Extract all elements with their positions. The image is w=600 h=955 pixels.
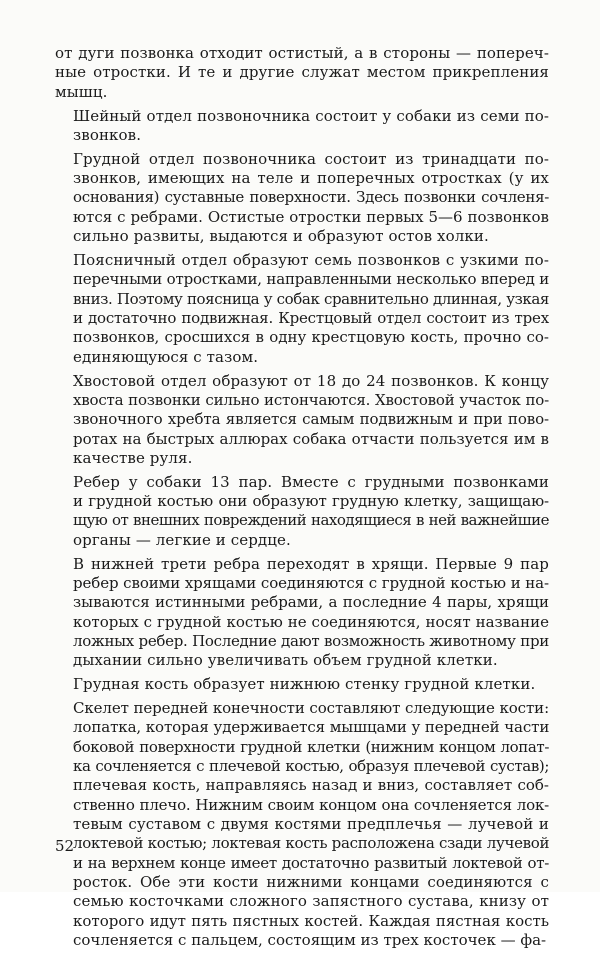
text-line: Ребер у собаки 13 пар. Вместе с грудными позвонками <box>73 472 549 491</box>
text-line: которого идут пять пястных костей. Каждая пястная кость <box>73 911 549 930</box>
text-line: сильно развиты, выдаются и образуют остов холки. <box>73 227 489 246</box>
text-line: Шейный отдел позвоночника состоит у собаки из семи по- <box>73 106 549 125</box>
text-line: росток. Обе эти кости нижними концами соединяются с <box>73 873 549 892</box>
text-line: Скелет передней конечности составляют следующие кости: <box>73 699 550 717</box>
text-line: сочленяется с пальцем, состоящим из трех косточек — фа- <box>73 931 547 950</box>
text-line: ложных ребер. Последние дают возможность животному при <box>73 631 549 650</box>
text-line: ные отростки. И те и другие служат местом прикрепления <box>55 63 549 82</box>
text-line: основания) суставные поверхности. Здесь позвонки сочленя- <box>73 188 549 207</box>
text-line: В нижней трети ребра переходят в хрящи. Первые 9 пар <box>73 554 549 573</box>
text-line: ственно плечо. Нижним своим концом она сочленяется лок- <box>73 795 549 814</box>
text-line: ются с ребрами. Остистые отростки первых 5—6 позвонков <box>73 207 549 226</box>
text-line: которых с грудной костью не соединяются, носят название <box>73 612 549 631</box>
paragraph <box>55 44 549 102</box>
text-line: и достаточно подвижная. Крестцовый отдел состоит из трех <box>73 308 549 327</box>
paragraph <box>55 150 549 247</box>
text-line: звонков, имеющих на теле и поперечных отростках (у их <box>73 169 549 188</box>
text-line: Хвостовой отдел образуют от 18 до 24 позвонков. К концу <box>73 371 549 390</box>
text-line: дыхании сильно увеличивать объем грудной клетки. <box>73 651 498 670</box>
text-line: ребер своими хрящами соединяются с грудной костью и на- <box>73 573 549 592</box>
text-line: и на верхнем конце имеет достаточно развитый локтевой от- <box>73 853 549 872</box>
text-line: качестве руля. <box>73 448 193 467</box>
paragraph <box>55 555 549 671</box>
text-line: вниз. Поэтому поясница у собак сравнительно длинная, узкая <box>73 289 549 308</box>
paragraph <box>55 372 549 469</box>
text-line: звонков. <box>73 125 142 144</box>
text-line: ротах на быстрых аллюрах собака отчасти пользуется им в <box>73 429 549 448</box>
text-line: Грудной отдел позвоночника состоит из тринадцати по- <box>73 149 549 168</box>
text-line: Грудная кость образует нижнюю стенку грудной клетки. <box>73 675 536 694</box>
paragraph <box>55 675 549 694</box>
paragraph <box>55 699 549 950</box>
text-line: локтевой костью; локтевая кость расположена сзади лучевой <box>73 834 550 853</box>
text-line: хвоста позвонки сильно истончаются. Хвостовой участок по- <box>73 390 549 409</box>
paragraph <box>55 473 549 550</box>
text-line: плечевая кость, направляясь назад и вниз, составляет соб- <box>73 776 549 795</box>
text-line: зываются истинными ребрами, а последние 4 пары, хрящи <box>73 593 549 612</box>
text-line: боковой поверхности грудной клетки (нижним концом лопат- <box>73 737 549 756</box>
text-line: ка сочленяется с плечевой костью, образуя плечевой сустав); <box>73 757 549 776</box>
text-line: Поясничный отдел образуют семь позвонков с узкими по- <box>73 250 549 269</box>
text-line: перечными отростками, направленными несколько вперед и <box>73 270 550 289</box>
text-line: щую от внешних повреждений находящиеся в ней важнейшие <box>73 511 549 530</box>
text-line: семью косточками сложного запястного сустава, книзу от <box>73 892 549 911</box>
text-line: от дуги позвонка отходит остистый, а в стороны — попереч- <box>55 44 549 62</box>
text-line: органы — легкие и сердце. <box>73 530 291 549</box>
paragraph <box>55 251 549 367</box>
body-text <box>55 44 549 955</box>
text-line: лопатка, которая удерживается мышцами у передней части <box>73 718 550 737</box>
paragraph <box>55 107 549 146</box>
page-number: 52 <box>55 837 75 855</box>
text-line: позвонков, сросшихся в одну крестцовую кость, прочно со- <box>73 328 549 347</box>
text-line: единяющуюся с тазом. <box>73 347 259 366</box>
text-line: тевым суставом с двумя костями предплечья — лучевой и <box>73 815 549 834</box>
text-line: звоночного хребта является самым подвижным и при пово- <box>73 410 549 429</box>
text-line: и грудной костью они образуют грудную клетку, защищаю- <box>73 492 549 511</box>
text-line: мышц. <box>55 82 108 101</box>
